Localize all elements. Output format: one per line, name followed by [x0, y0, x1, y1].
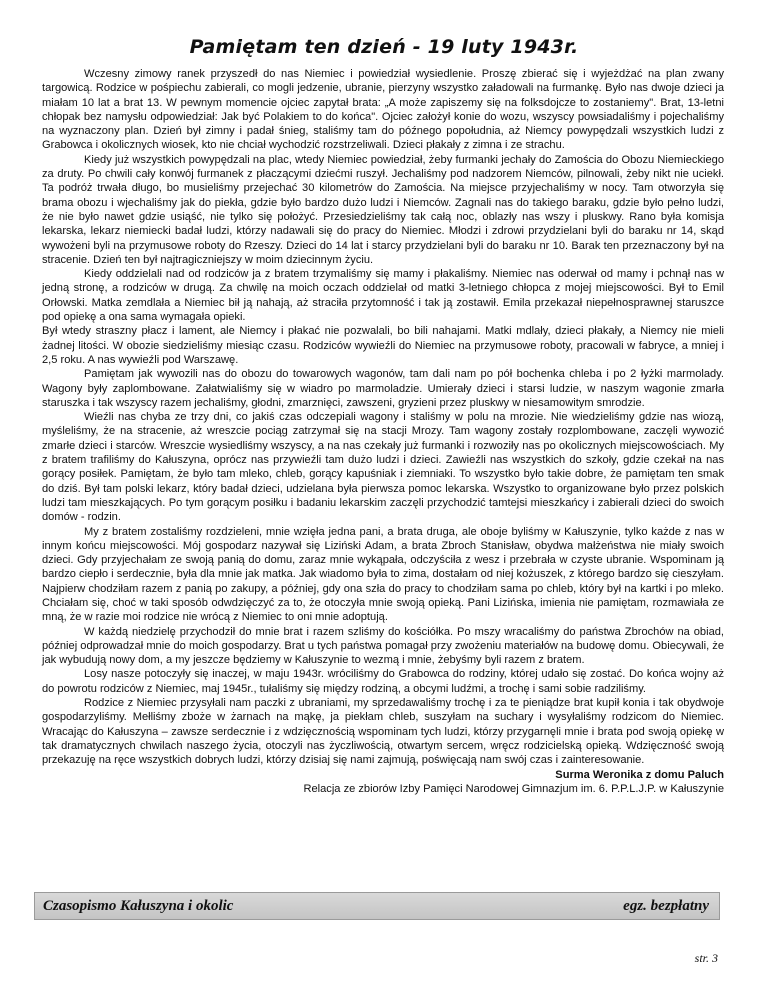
source-note: Relacja ze zbiorów Izby Pamięci Narodowej Gimnazjum im. 6. P.P.L.J.P. w Kałuszynie [303, 782, 724, 795]
article-body [42, 67, 724, 796]
page-number: str. 3 [694, 951, 718, 965]
paragraph: Pamiętam jak wywozili nas do obozu do towarowych wagonów, tam dali nam po pół bochenka chleba i po 2 łyżki marmolady. Wagony były zaplombowane. Załatwialiśmy się w wiadro po marmoladzie. Umierały dzieci i starsi ludzie, w naszym wagonie zmarła staruszka i tak wszyscy razem jechaliśmy, głodni, zmarznięci, zawszeni, gryzieni przez pluskwy w niesamowitym smrodzie. [42, 368, 724, 409]
paragraph: Losy nasze potoczyły się inaczej, w maju 1943r. wróciliśmy do Grabowca do rodziny, której udało się zostać. Do końca wojny aż do powrotu rodziców z Niemiec, maj 1945r., tułaliśmy się między rodziną, a obcymi ludźmi, a trochę i sami sobie radziliśmy. [42, 668, 724, 695]
free-copy-note: egz. bezpłatny [623, 898, 709, 914]
paragraph: W każdą niedzielę przychodził do mnie brat i razem szliśmy do kościółka. Po mszy wracaliśmy do państwa Zbrochów na obiad, później odprowadzał mnie do moich gospodarzy. Brat u tych państwa pomagał przy zwożeniu materiałów na budowę domu. Obiecywali, że jak wybudują nowy dom, a my jeszcze będziemy w Kałuszynie to wezmą i mnie, żebyśmy byli razem z bratem. [42, 625, 724, 667]
author-signature: Surma Weronika z domu Paluch [555, 768, 724, 781]
paragraph: My z bratem zostaliśmy rozdzieleni, mnie wzięła jedna pani, a brata druga, ale oboje byliśmy w Kałuszynie, tylko każde z nas w innym końcu miejscowości. Mój gospodarz nazywał się Liziński Adam, a brata Zbroch Stanisław, obydwa małżeństwa nie miały swoich dzieci. Gdy przyjechałam ze swoją panią do domu, zaraz mnie wykąpała, odczyściła z wesz i przebrała w czyste ubranie. Wspominam ją bardzo ciepło i serdecznie, była dla mnie jak matka. Jak wiadomo była to zima, dostałam od niej kożuszek, z którego bardzo się cieszyłam. Najpierw chodziłam razem z panią po zakupy, a później, gdy ona szła do pracy to chodziłam sama po chleb, który był na kartki i po mleko. Chciałam się, choć w taki sposób odwdzięczyć za to, że otoczyła mnie swoją opieką. Pani Lizińska, imienia nie pamiętam, rozmawiała ze mną, że w razie moi rodzice nie wrócą z Niemiec to oni mnie adoptują. [42, 525, 724, 624]
publication-name: Czasopismo Kałuszyna i okolic [43, 898, 234, 914]
paragraph: Rodzice z Niemiec przysyłali nam paczki z ubraniami, my sprzedawaliśmy trochę i za te pieniądze brat kupił konia i tak obydwoje gospodarzyliśmy. Mełliśmy zboże w żarnach na mąkę, ja piekłam chleb, suszyłam na suchary i wysyłaliśmy rodzicom do Niemiec. Wracając do Kałuszyna – zawsze serdecznie i z wdzięcznością wspominam tych ludzi, którzy przygarnęli mnie i brata pod swoją opiekę w tak dramatycznych chwilach naszego życia, otoczyli nas życzliwością, otwartym sercem, wręcz rodzicielską opieką. Wdzięczność swoją przekazuję na ręce wszystkich dobrych ludzi, którzy dzisiaj się nami zajmują, poświęcają nam swój czas i zainteresowanie. [42, 697, 724, 767]
paragraph: Był wtedy straszny płacz i lament, ale Niemcy i płakać nie pozwalali, bo bili nahajami. Matki mdlały, dzieci płakały, a Niemcy nie mieli żadnej litości. W obozie siedzieliśmy miesiąc czasu. Rodziców wywieźli do Niemiec na przymusowe roboty, pracowali w fabryce, a mniej i 2,5 roku. A nas wywieźli pod Warszawę. [42, 325, 724, 366]
article-title: Pamiętam ten dzień - 19 luty 1943r. [189, 36, 579, 58]
footer-bar [34, 892, 720, 920]
paragraph: Kiedy oddzielali nad od rodziców ja z bratem trzymaliśmy się mamy i płakaliśmy. Niemiec nas oderwał od mamy i pchnął nas w jedną stronę, a rodziców w drugą. Za chwilę na moich oczach oddzielał od matki 3-letniego chłopca z mojej miejscowości. Był to Emil Orłowski. Matka zemdlała a Niemiec bił ją nahają, aż straciła przytomność i tak ją zostawił. Emila przekazał niepełnosprawnej staruszce pod opiekę a ona sama wymagała opieki. [42, 268, 724, 324]
paragraph: Wieźli nas chyba ze trzy dni, co jakiś czas odczepiali wagony i staliśmy w polu na mrozie. Nie wiedzieliśmy gdzie nas wiozą, myśleliśmy, że na stracenie, aż wreszcie pociąg zatrzymał się na stacji Mrozy. Tam wagony zostały rozplombowane, zaczęli wywozić zmarłe dzieci i starców. Wreszcie wysiedliśmy wszyscy, a na nas czekały już furmanki i rozwoziły nas po okolicznych miejscowościach. My z bratem trafiliśmy do Kałuszyna, oprócz nas przywieźli tam dużo ludzi i dzieci. Zawieźli nas wszystkich do szkoły, gdzie czekał na nas gorący posiłek. Pamiętam, że było tam mleko, chleb, gorący kapuśniak i ziemniaki. To wszystko było takie dobre, że pamiętam ten smak do dziś. Był tam polski lekarz, który badał dzieci, udzielana była pierwsza pomoc lekarska. Wszystko to organizowane było przez polskich ludzi tam mieszkających. Po tym gorącym posiłku i badaniu lekarskim zaczęli przychodzić tamtejsi mieszkańcy i zabierali dzieci do swoich domów - rodzin. [42, 411, 724, 524]
paragraph: Wczesny zimowy ranek przyszedł do nas Niemiec i powiedział wysiedlenie. Proszę zbierać się i wyjeżdżać na plan zwany targowicą. Rodzice w pośpiechu zabierali, co mogli jedzenie, ubranie, pierzyny wszystko załadowali na furmankę. Było nas dwoje dzieci ja miałam 10 lat a brat 13. W pewnym momencie ojciec zapytał brata: „A może zapiszemy się na folksdojcze to zostaniemy". Brat, 13-letni chłopak bez namysłu odpowiedział: Jak być Polakiem to do końca". Ojciec założył konie do wozu, wszyscy powsiadaliśmy i pojechaliśmy na wyznaczony plan. Dzień był zimny i padał śnieg, staliśmy tam do późnego popołudnia, aż Niemcy powypędzali wszystkich ludzi z Grabowca i okolicznych wiosek, kto nie chciał wychodzić rozstrzeliwali. Dzieci płakały z zimna i ze strachu. [42, 68, 724, 152]
paragraph: Kiedy już wszystkich powypędzali na plac, wtedy Niemiec powiedział, żeby furmanki jechały do Zamościa do Obozu Niemieckiego za druty. Po chwili cały konwój furmanek z płaczącymi dziećmi ruszył. Jechaliśmy pod nadzorem Niemców, pilnowali, żeby nikt nie uciekł. Ta podróż trwała długo, bo musieliśmy przejechać 30 kilometrów do Zamościa. Na miejsce przyjechaliśmy w nocy. Tam otworzyła się brama obozu i wjechaliśmy jak do piekła, gdzie było bardzo dużo ludzi i Niemców. Zagnali nas do takiego baraku, gdzie było pełno ludzi, że nie było nawet gdzie usiąść, nie tylko się położyć. Przesiedzieliśmy tak całą noc, oblazły nas wszy i pluskwy. Rano była komisja lekarska, lekarz niemiecki badał ludzi, którzy nadawali się do pracy do Niemiec. Młodzi i zdrowi przydzielani byli do baraku nr 14, skąd wywożeni byli na przymusowe roboty do Rzeszy. Dzieci do 14 lat i starcy przydzielani byli do baraku nr 10. Barak ten przeznaczony był na stracenie. Dzień ten był najtragiczniejszy w moim dziecinnym życiu. [42, 153, 724, 266]
